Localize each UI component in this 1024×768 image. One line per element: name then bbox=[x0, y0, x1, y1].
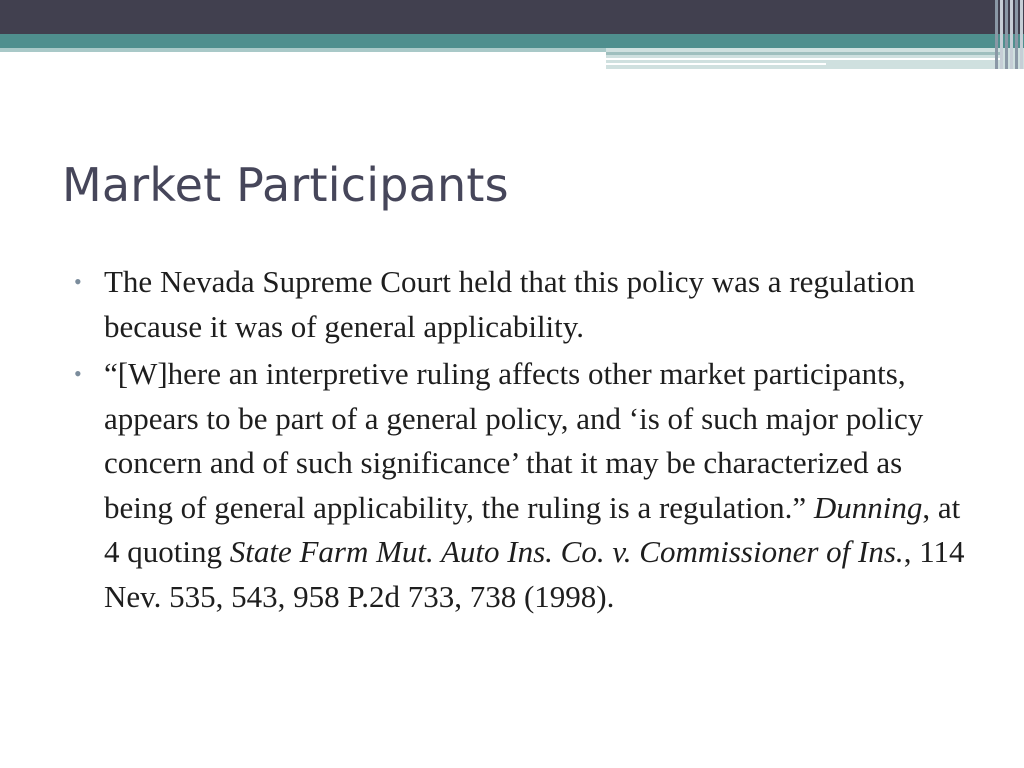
bullet-dot-icon: • bbox=[74, 361, 82, 386]
bullet-item bbox=[70, 260, 970, 349]
header-banner-right-line bbox=[606, 52, 1001, 55]
header-stripe bbox=[1015, 0, 1018, 69]
header-banner-accent-line bbox=[0, 48, 606, 52]
header-stripe bbox=[1010, 0, 1013, 69]
header-stripe bbox=[1020, 0, 1023, 69]
bullet-item bbox=[70, 352, 970, 619]
case-citation: Dunning bbox=[813, 489, 923, 525]
slide-title: Market Participants bbox=[62, 158, 509, 212]
header-banner-dark bbox=[0, 0, 1024, 34]
bullet-dot-icon: • bbox=[74, 269, 82, 294]
bullet-text: The Nevada Supreme Court held that this policy was a regulation because it was of general applicability. bbox=[104, 264, 915, 344]
header-stripe bbox=[995, 0, 998, 69]
header-banner-teal bbox=[0, 34, 1024, 48]
header-stripes bbox=[995, 0, 1024, 69]
header-stripe bbox=[1005, 0, 1008, 69]
header-stripe bbox=[1000, 0, 1003, 69]
citation-text: , at 4 quoting bbox=[104, 489, 961, 569]
citation-text: , 114 Nev. 535, 543, 958 P.2d 733, 738 (1998). bbox=[104, 534, 965, 614]
bullet-list bbox=[70, 260, 970, 622]
header-banner-right-line bbox=[606, 58, 1001, 60]
case-citation: State Farm Mut. Auto Ins. Co. v. Commissioner of Ins. bbox=[229, 534, 904, 569]
header-banner-right-line bbox=[606, 63, 826, 65]
quote-text: “[W]here an interpretive ruling affects other market participants, appears to be part of a general policy, and ‘is of such major policy concern and of such significance’ that it may be characterized as being of general applicability, the ruling is a regulation.” bbox=[104, 356, 924, 525]
